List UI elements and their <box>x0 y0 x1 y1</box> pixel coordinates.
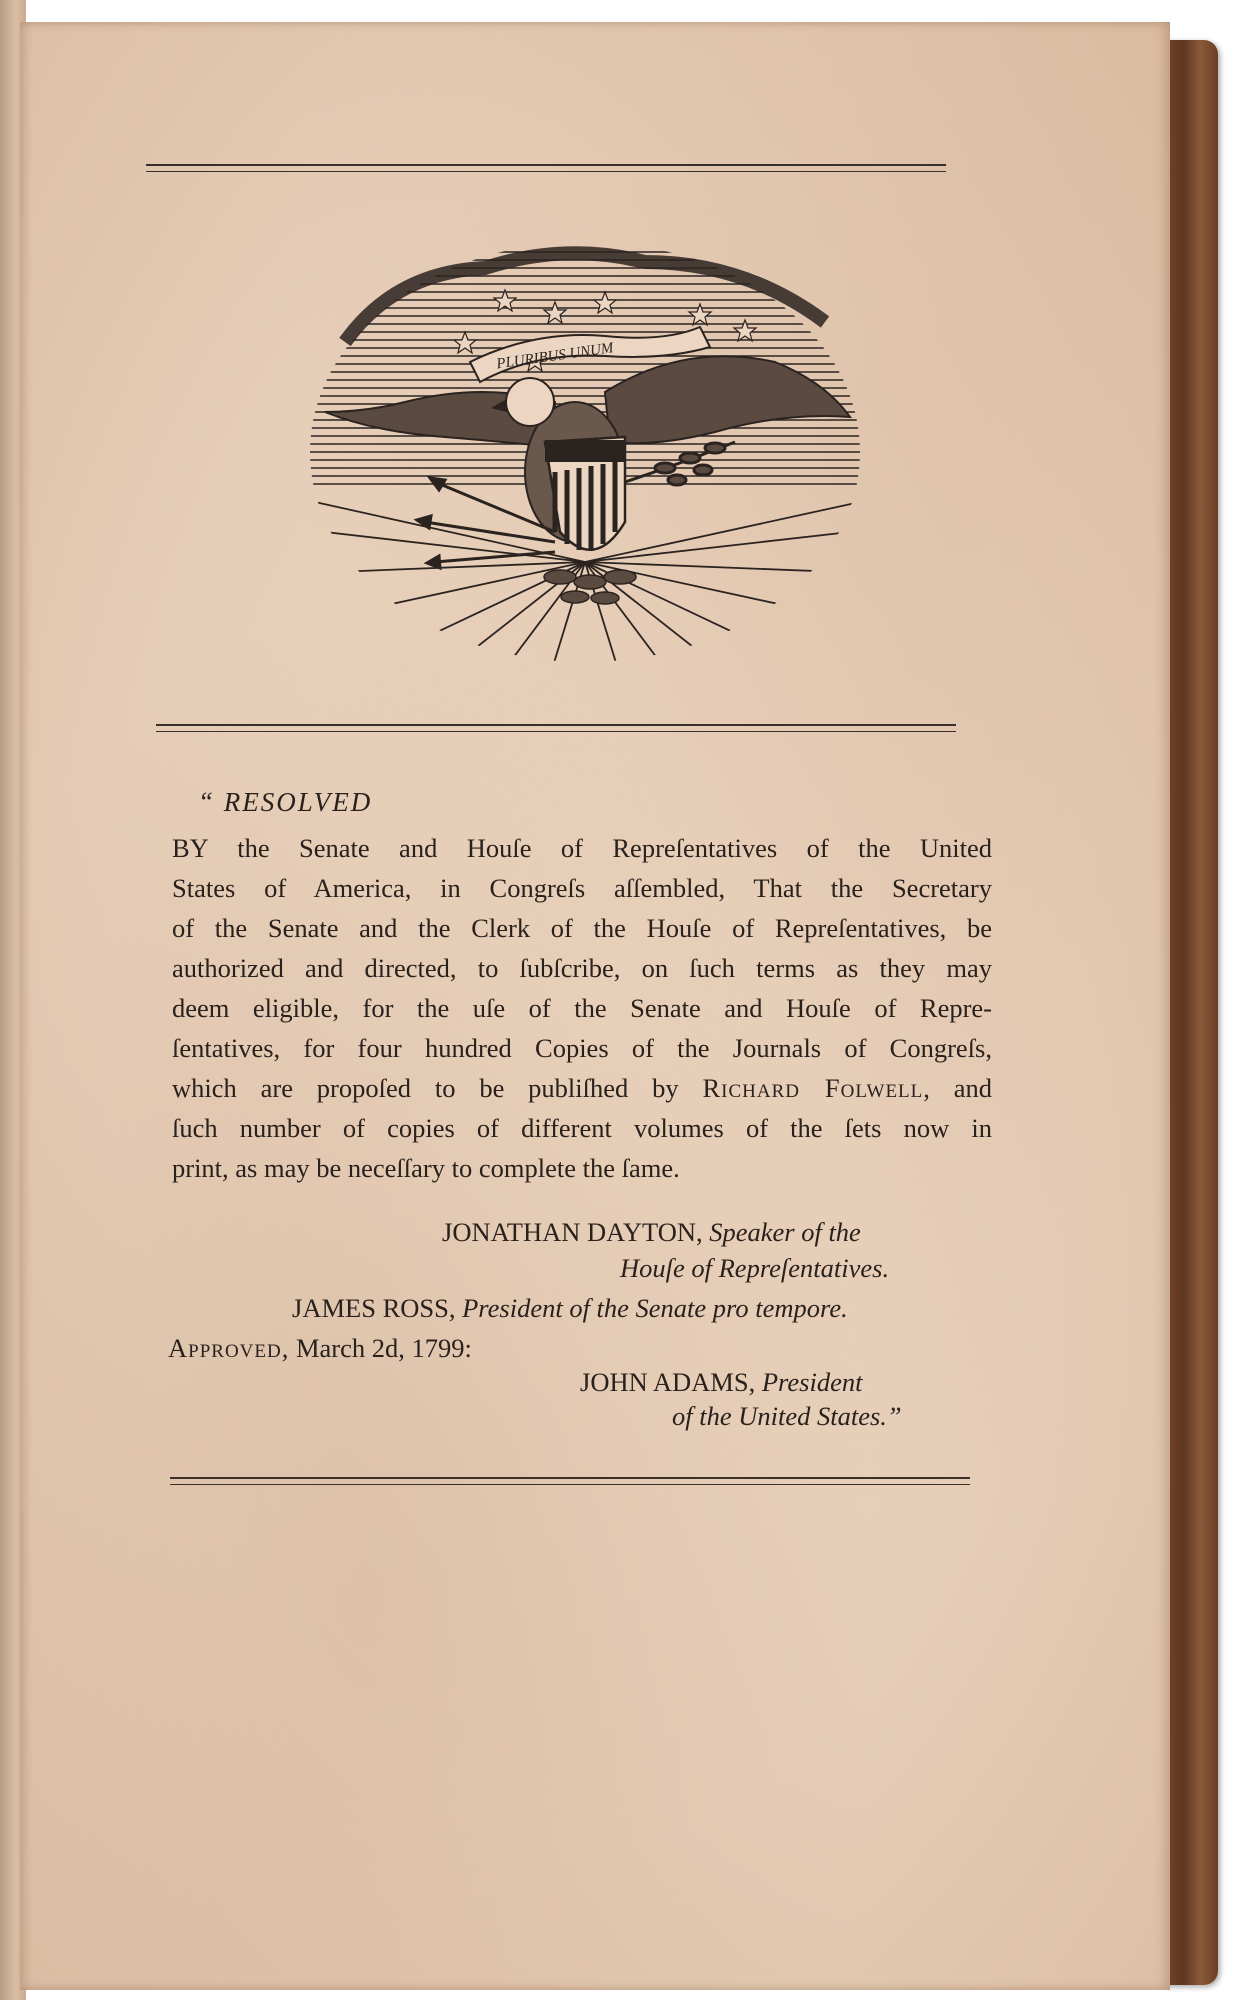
dayton-name: JONATHAN DAYTON, <box>442 1217 703 1247</box>
resolution-line-publisher <box>172 1068 992 1108</box>
publisher-suffix: , and <box>923 1073 993 1103</box>
publisher-name: Richard Folwell <box>702 1073 924 1103</box>
resolution-text <box>172 828 992 1188</box>
resolution-line: print, as may be neceſſary to complete the ſame. <box>172 1153 680 1183</box>
resolution-line: of the Senate and the Clerk of the Houſe of Repreſentatives, be <box>172 913 992 943</box>
signature-dayton <box>442 1212 861 1252</box>
resolution-line: authorized and directed, to ſubſcribe, on ſuch terms as they may <box>172 953 992 983</box>
publisher-prefix: which are propoſed to be publiſhed by <box>172 1073 679 1103</box>
adams-name: JOHN ADAMS, <box>580 1367 756 1397</box>
great-seal-eagle-icon <box>305 232 865 692</box>
ross-title: President of the Senate pro tempore. <box>462 1293 848 1323</box>
top-rule <box>146 164 946 172</box>
resolved-heading: “ RESOLVED <box>198 787 373 817</box>
signature-ross <box>292 1288 848 1328</box>
resolution-line: BY the Senate and Houſe of Repreſentatives of the United <box>172 833 992 863</box>
adams-title-continued: of the United States.” <box>672 1401 902 1431</box>
middle-rule <box>156 724 956 732</box>
resolution-line: ſentatives, for four hundred Copies of the Journals of Congreſs, <box>172 1033 992 1063</box>
resolution-line: States of America, in Congreſs aſſembled, That the Secretary <box>172 873 992 903</box>
resolution-line: ſuch number of copies of different volumes of the ſets now in <box>172 1113 992 1143</box>
seal-motto: PLURIBUS UNUM <box>495 340 615 373</box>
bottom-rule <box>170 1477 970 1485</box>
adams-title: President <box>761 1367 863 1397</box>
approved-date: March 2d, 1799: <box>295 1333 472 1363</box>
book-page <box>20 22 1170 1990</box>
approved-label: Approved, <box>168 1333 290 1363</box>
approval-line <box>168 1328 472 1368</box>
ross-name: JAMES ROSS, <box>292 1293 456 1323</box>
dayton-title: Speaker of the <box>709 1217 861 1247</box>
resolution-line: deem eligible, for the uſe of the Senate and Houſe of Repre- <box>172 993 992 1023</box>
dayton-title-continued: Houſe of Repreſentatives. <box>620 1253 890 1283</box>
